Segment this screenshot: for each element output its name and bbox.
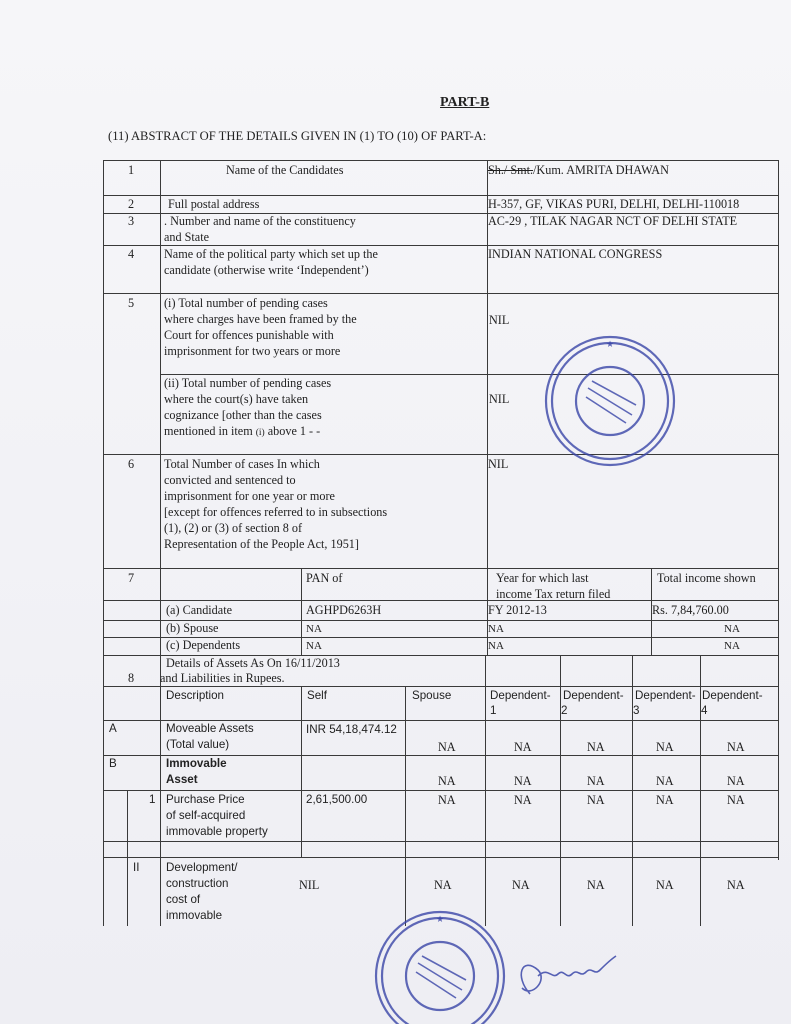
year-header-2: income Tax return filed <box>496 587 611 601</box>
asset-cell: NA <box>656 793 674 807</box>
asset-cell: NA <box>438 740 456 754</box>
col-dependent-1-num: 1 <box>490 704 497 717</box>
year-header: Year for which last <box>496 571 589 585</box>
dependents-label: (c) Dependents <box>166 638 241 652</box>
purchase-price-self: 2,61,500.00 <box>306 793 368 806</box>
development-cost-label: Development/ <box>166 861 238 874</box>
col-dependent-3-num: 3 <box>633 704 640 717</box>
immovable-asset-label: Immovable <box>166 757 227 770</box>
party-value: INDIAN NATIONAL CONGRESS <box>488 247 663 261</box>
pending-cases-ii-line: (ii) Total number of pending cases <box>164 376 332 390</box>
constituency-value: AC-29 , TILAK NAGAR NCT OF DELHI STATE <box>488 214 738 228</box>
convicted-value: NIL <box>488 457 509 471</box>
asset-cell: NA <box>512 878 530 892</box>
development-cost-label-4: immovable <box>166 909 223 922</box>
convicted-line: (1), (2) or (3) of section 8 of <box>164 521 303 535</box>
convicted-line: Total Number of cases In which <box>164 457 320 471</box>
row-code: 1 <box>149 793 156 806</box>
pending-cases-i-line: (i) Total number of pending cases <box>164 296 328 310</box>
asset-cell: NA <box>656 740 674 754</box>
party-label: Name of the political party which set up the <box>164 247 378 261</box>
candidate-label: (a) Candidate <box>166 603 232 617</box>
immovable-asset-label-2: Asset <box>166 773 198 786</box>
dependents-year: NA <box>488 640 504 652</box>
spouse-year: NA <box>488 623 504 635</box>
spouse-income: NA <box>724 623 740 635</box>
asset-cell: NA <box>514 774 532 788</box>
candidate-name-label: Name of the Candidates <box>226 163 344 177</box>
moveable-assets-label: Moveable Assets <box>166 722 254 735</box>
row-number: 3 <box>128 214 135 228</box>
col-description: Description <box>166 689 224 702</box>
pending-cases-i-line: where charges have been framed by the <box>164 312 357 326</box>
assets-title: Details of Assets As On 16/11/2013 <box>166 656 340 670</box>
asset-cell: NA <box>727 878 745 892</box>
row-number: 2 <box>128 197 135 211</box>
svg-text:★: ★ <box>605 339 615 349</box>
col-dependent-4: Dependent- <box>702 689 763 702</box>
dependents-income: NA <box>724 640 740 652</box>
asset-cell: NA <box>656 774 674 788</box>
col-spouse: Spouse <box>412 689 452 702</box>
col-dependent-2: Dependent- <box>563 689 624 702</box>
row-number: 6 <box>128 457 135 471</box>
development-cost-label-3: cost of <box>166 893 201 906</box>
asset-cell: NA <box>587 740 605 754</box>
col-dependent-2-num: 2 <box>561 704 568 717</box>
postal-address-label: Full postal address <box>168 197 260 211</box>
constituency-label: . Number and name of the constituency <box>164 214 356 228</box>
col-dependent-4-num: 4 <box>701 704 708 717</box>
row-code: A <box>109 722 117 735</box>
constituency-label-2: and State <box>164 230 210 244</box>
row-number: 7 <box>128 571 135 585</box>
notary-stamp-icon <box>540 333 680 469</box>
postal-address-value: H-357, GF, VIKAS PURI, DELHI, DELHI-110018 <box>488 197 740 211</box>
asset-cell: NA <box>434 878 452 892</box>
convicted-line: [except for offences referred to in subsections <box>164 505 388 519</box>
asset-cell: NA <box>587 878 605 892</box>
row-code: B <box>109 757 117 770</box>
moveable-assets-label-2: (Total value) <box>166 738 230 751</box>
pan-header: PAN of <box>306 571 343 585</box>
abstract-heading: (11) ABSTRACT OF THE DETAILS GIVEN IN (1) TO (10) OF PART-A: <box>108 129 487 143</box>
development-cost-label-2: construction <box>166 877 229 890</box>
col-self: Self <box>307 689 327 702</box>
pending-cases-ii-line: where the court(s) have taken <box>164 392 309 406</box>
notary-stamp-icon <box>370 908 510 1024</box>
pending-cases-i-line: Court for offences punishable with <box>164 328 334 342</box>
asset-cell: NA <box>656 878 674 892</box>
candidate-pan: AGHPD6263H <box>306 603 382 617</box>
candidate-income: Rs. 7,84,760.00 <box>652 603 729 617</box>
pending-cases-i-line: imprisonment for two years or more <box>164 344 341 358</box>
asset-cell: NA <box>514 740 532 754</box>
pending-cases-ii-value: NIL <box>489 392 510 406</box>
candidate-name-value: Sh./ Smt./Kum. AMRITA DHAWAN <box>488 163 669 177</box>
asset-cell: NA <box>587 774 605 788</box>
row-number: 1 <box>128 163 135 177</box>
spouse-label: (b) Spouse <box>166 621 219 635</box>
convicted-line: Representation of the People Act, 1951] <box>164 537 359 551</box>
candidate-year: FY 2012-13 <box>488 603 547 617</box>
asset-cell: NA <box>727 793 745 807</box>
row-number: 4 <box>128 247 135 261</box>
asset-cell: NA <box>438 774 456 788</box>
pending-cases-ii-line: mentioned in item (i) above 1 - - <box>164 424 321 438</box>
signature-icon <box>508 936 628 1006</box>
col-dependent-1: Dependent- <box>490 689 551 702</box>
income-header: Total income shown <box>657 571 756 585</box>
pending-cases-i-value: NIL <box>489 313 510 327</box>
assets-title-2: and Liabilities in Rupees. <box>160 671 285 685</box>
convicted-line: convicted and sentenced to <box>164 473 296 487</box>
purchase-price-label-2: of self-acquired <box>166 809 246 822</box>
asset-cell: NA <box>514 793 532 807</box>
development-cost-self: NIL <box>299 878 320 892</box>
asset-cell: NA <box>727 774 745 788</box>
row-number: 8 <box>128 671 135 685</box>
row-code: II <box>133 861 140 874</box>
spouse-pan: NA <box>306 623 322 635</box>
asset-cell: NA <box>587 793 605 807</box>
moveable-assets-self: INR 54,18,474.12 <box>306 723 397 736</box>
pending-cases-ii-line: cognizance [other than the cases <box>164 408 322 422</box>
part-title: PART-B <box>440 95 490 110</box>
purchase-price-label: Purchase Price <box>166 793 245 806</box>
purchase-price-label-3: immovable property <box>166 825 268 838</box>
row-number: 5 <box>128 296 135 310</box>
asset-cell: NA <box>438 793 456 807</box>
asset-cell: NA <box>727 740 745 754</box>
dependents-pan: NA <box>306 640 322 652</box>
svg-text:★: ★ <box>435 914 445 924</box>
col-dependent-3: Dependent- <box>635 689 696 702</box>
party-label-2: candidate (otherwise write ‘Independent’) <box>164 263 369 277</box>
convicted-line: imprisonment for one year or more <box>164 489 335 503</box>
